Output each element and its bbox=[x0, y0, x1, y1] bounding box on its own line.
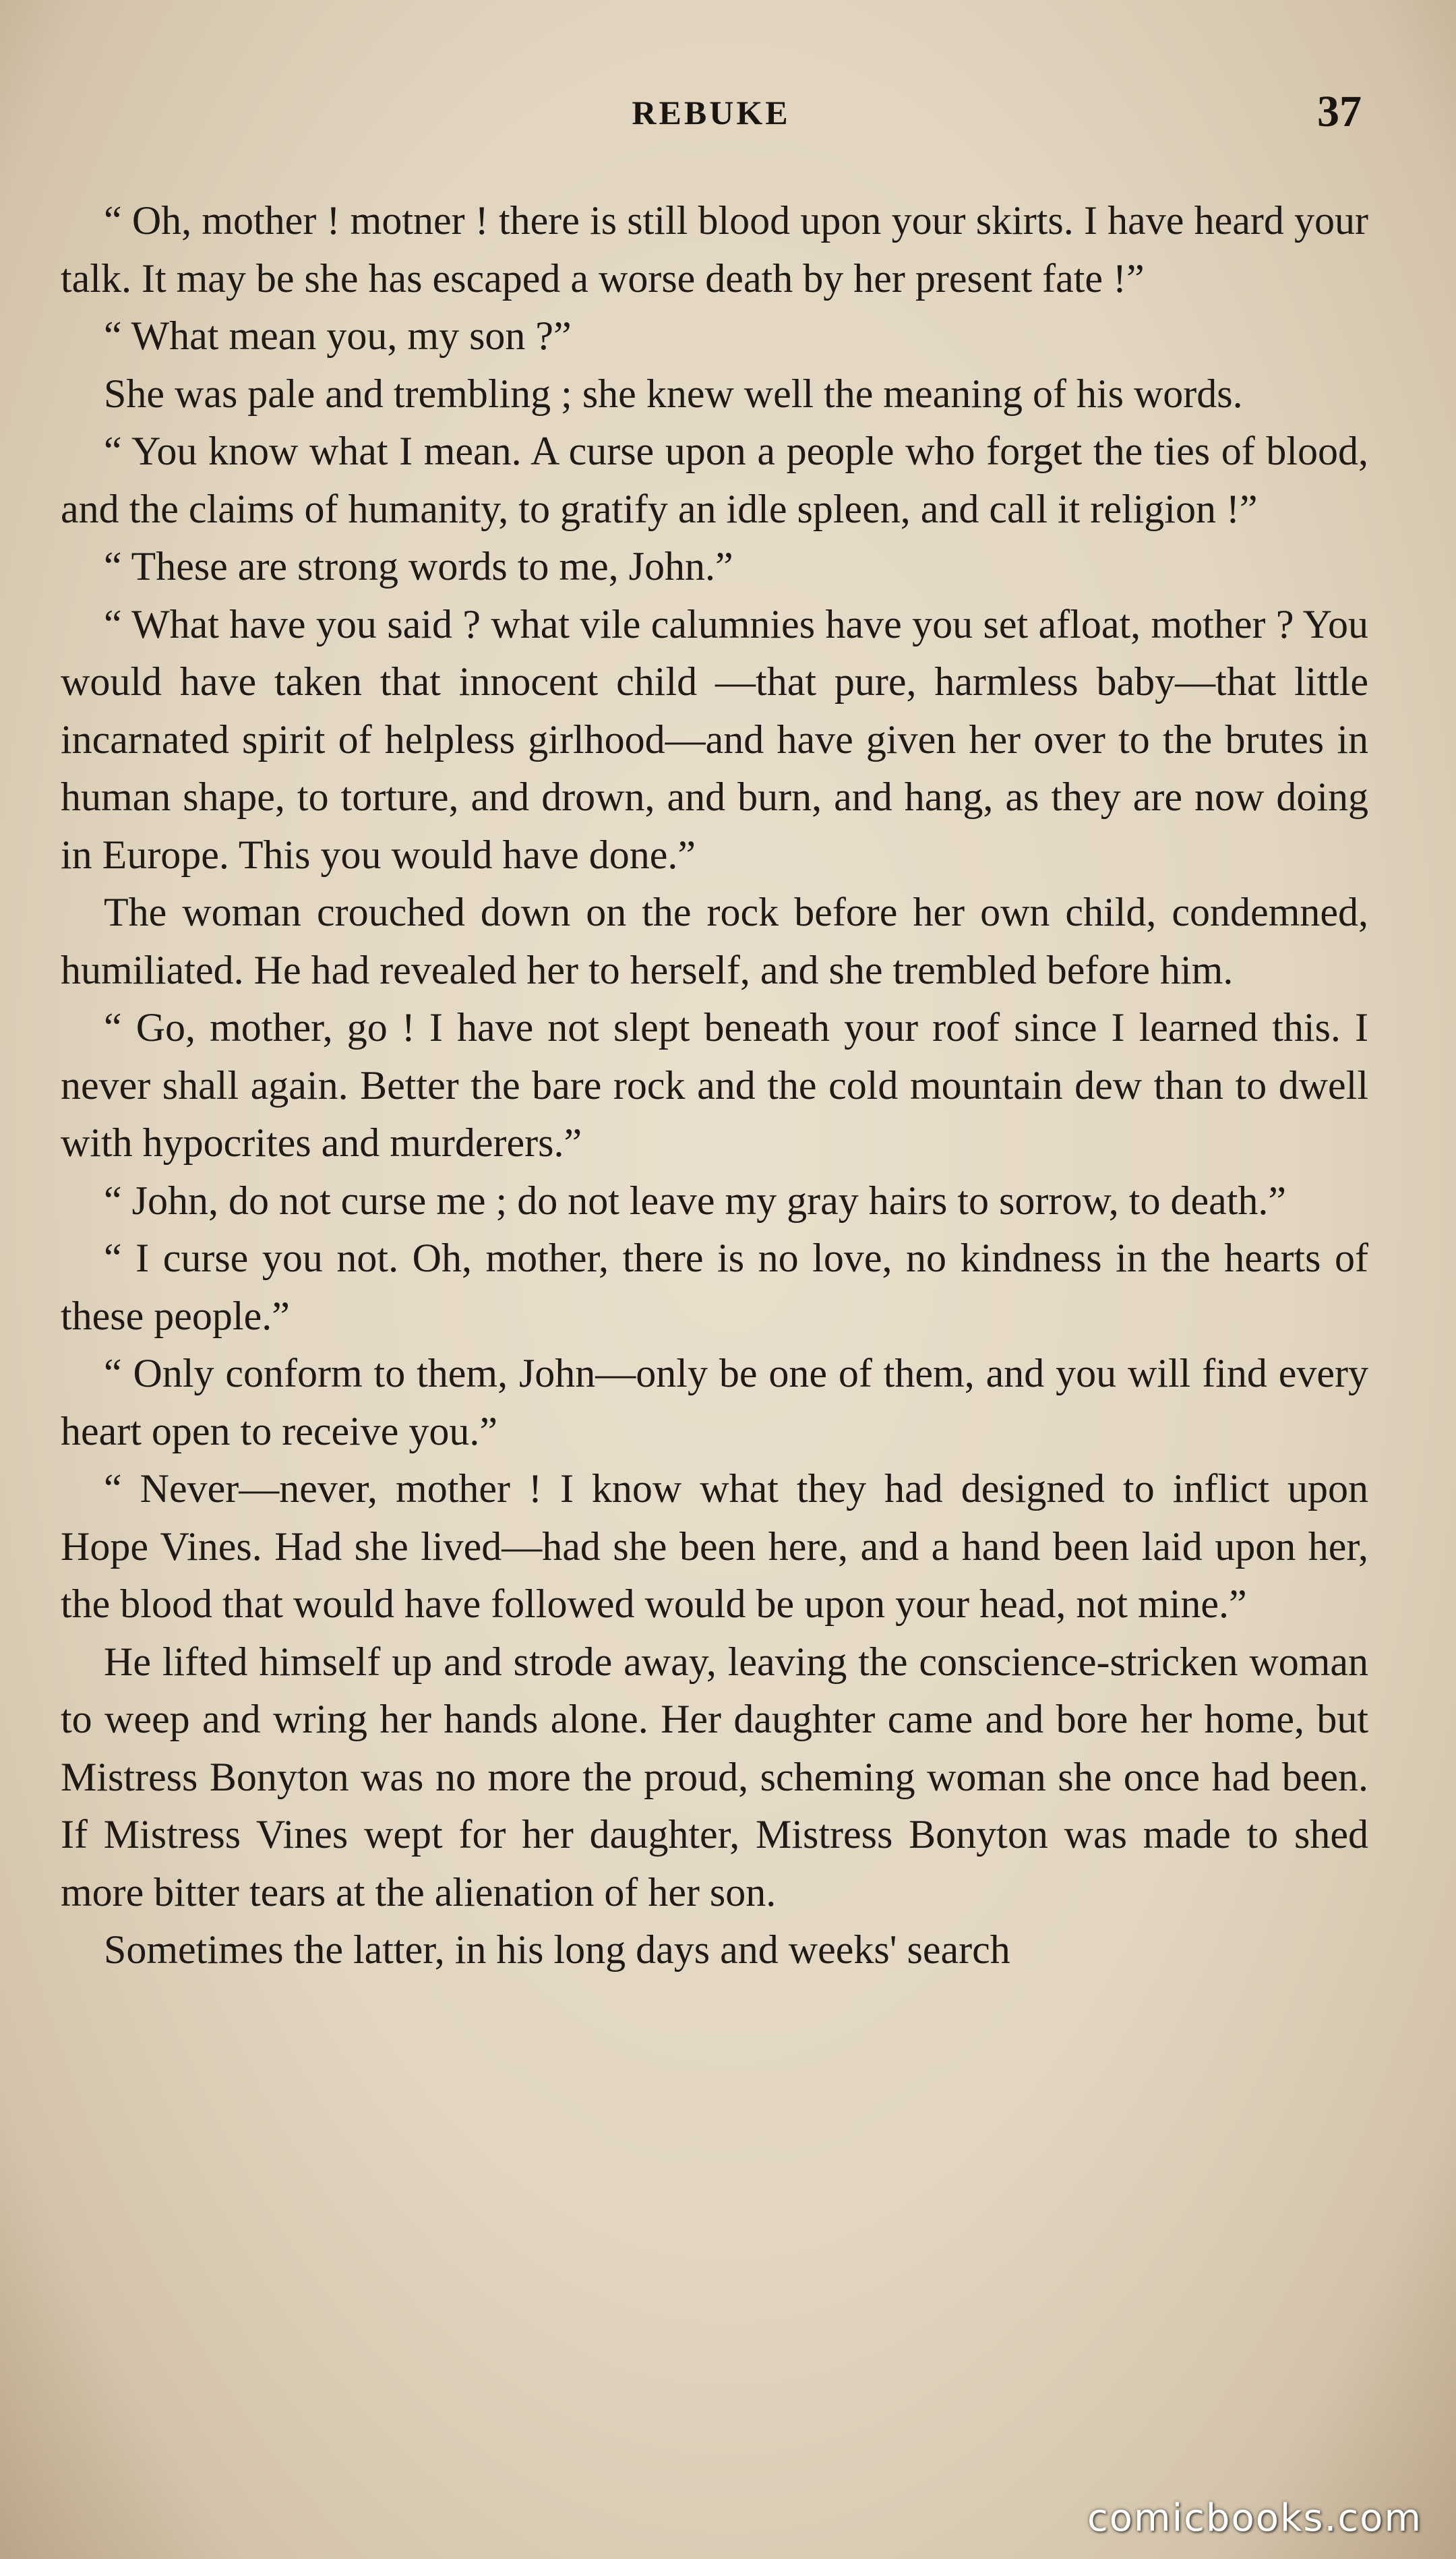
running-title: REBUKE bbox=[632, 94, 791, 131]
paragraph: “ Never—never, mother ! I know what they had designed to inflict upon Hope Vines. Had she lived—had she been here, and a hand been laid upon her, the blood that would have followed would be upon your head, not mine.” bbox=[61, 1466, 1368, 1626]
paragraph: “ You know what I mean. A curse upon a people who forget the ties of blood, and the claims of humanity, to gratify an idle spleen, and call it religion !” bbox=[61, 429, 1368, 531]
paragraph: “ Only conform to them, John—only be one of them, and you will find every heart open to receive you.” bbox=[61, 1351, 1368, 1453]
paragraph: “ Go, mother, go ! I have not slept beneath your roof since I learned this. I never shall again. Better the bare rock and the cold mountain dew than to dwell with hypocrites and murderers.” bbox=[61, 1005, 1368, 1165]
paragraph: She was pale and trembling ; she knew well the meaning of his words. bbox=[104, 371, 1243, 416]
paragraph: Sometimes the latter, in his long days and weeks' search bbox=[104, 1927, 1010, 1972]
paragraph: “ Oh, mother ! motner ! there is still blood upon your skirts. I have heard your talk. It may be she has escaped a worse death by her present fate !” bbox=[61, 198, 1368, 301]
page-number: 37 bbox=[1317, 87, 1362, 136]
paragraph: “ I curse you not. Oh, mother, there is no love, no kindness in the hearts of these people.” bbox=[61, 1236, 1368, 1338]
paragraph: “ John, do not curse me ; do not leave my gray hairs to sorrow, to death.” bbox=[104, 1178, 1287, 1223]
paragraph: He lifted himself up and strode away, leaving the conscience-stricken woman to weep and wring her hands alone. Her daughter came and bore her home, but Mistress Bonyton was no more the proud, scheming woman she once had been. If Mistress Vines wept for her daughter, Mistress Bonyton was made to shed more bitter tears at the alienation of her son. bbox=[61, 1639, 1368, 1915]
paragraph: The woman crouched down on the rock before her own child, condemned, humiliated. He had revealed her to herself, and she trembled before him. bbox=[61, 890, 1368, 992]
paragraph: “ These are strong words to me, John.” bbox=[104, 544, 733, 589]
body-text bbox=[61, 192, 1368, 1979]
paragraph: “ What have you said ? what vile calumnies have you set afloat, mother ? You would have taken that innocent child —that pure, harmless baby—that little incarnated spirit of helpless girlhood—and have given her over to the brutes in human shape, to torture, and drown, and burn, and hang, as they are now doing in Europe. This you would have done.” bbox=[61, 601, 1368, 877]
watermark: comicbooks.com bbox=[1087, 2496, 1422, 2540]
paragraph: “ What mean you, my son ?” bbox=[104, 313, 572, 358]
page-header bbox=[61, 86, 1362, 140]
